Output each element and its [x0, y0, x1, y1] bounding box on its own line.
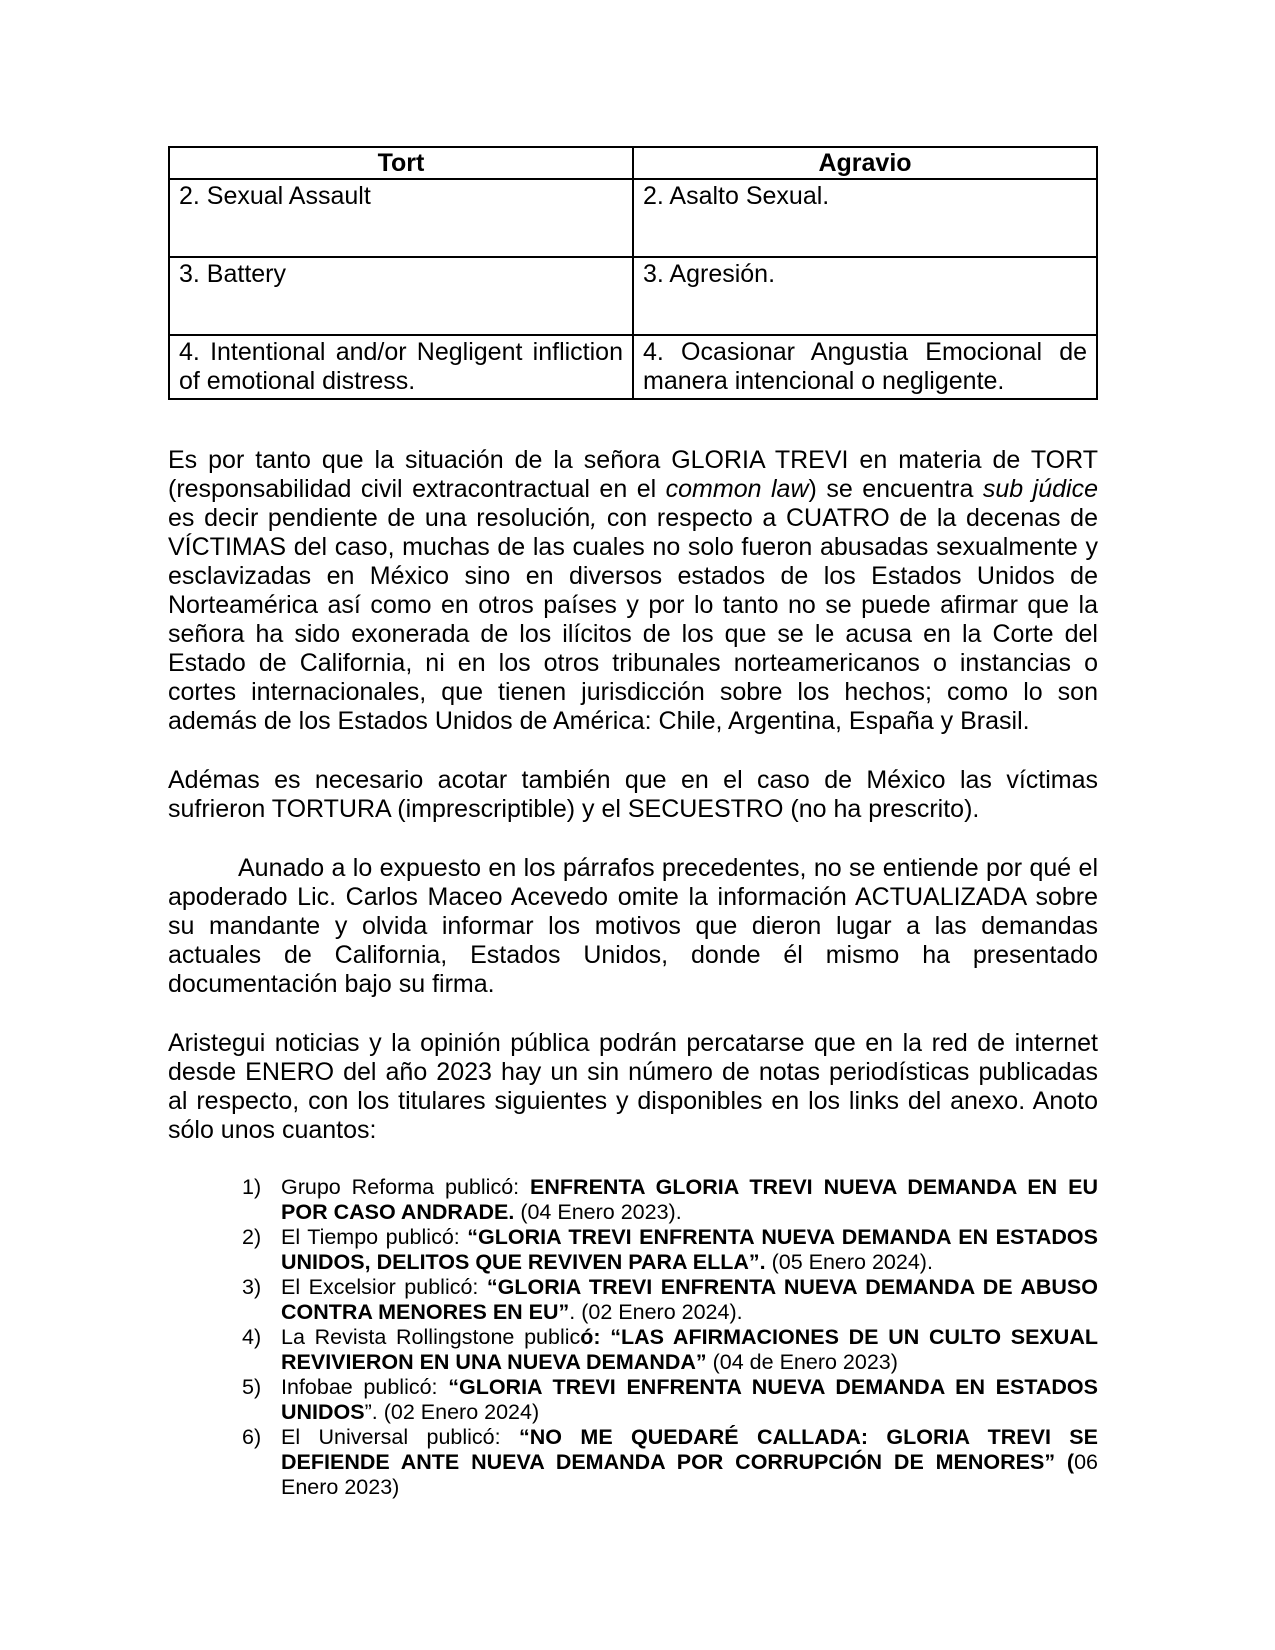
text-run: , — [590, 504, 598, 532]
text-run: ”. (02 Enero 2024) — [364, 1400, 540, 1424]
text-run: “GLORIA TREVI ENFRENTA NUEVA DEMANDA EN ESTADOS UNIDOS — [281, 1375, 1098, 1424]
table-row — [169, 257, 1097, 335]
text-run: Adémas es necesario acotar también que en el caso de México las víctimas sufrieron TORTURA (imprescriptible) y el SECUESTRO (no ha prescrito). — [168, 766, 1098, 823]
table-cell: 2. Sexual Assault — [169, 179, 633, 257]
news-item — [242, 1175, 1098, 1225]
body-paragraphs — [168, 446, 1098, 1145]
news-item — [242, 1425, 1098, 1500]
news-item-text — [281, 1425, 1098, 1500]
text-run: (05 Enero 2024). — [765, 1250, 933, 1274]
paragraph-aunado — [168, 854, 1098, 999]
news-item — [242, 1275, 1098, 1325]
table-header-row — [169, 147, 1097, 179]
text-run: ) se encuentra — [808, 475, 983, 503]
text-run: “GLORIA TREVI ENFRENTA NUEVA DEMANDA EN ESTADOS UNIDOS, DELITOS QUE REVIVEN PARA ELLA”. — [281, 1225, 1099, 1274]
news-item — [242, 1225, 1098, 1275]
text-run: 06 Enero 2023) — [281, 1450, 1098, 1499]
news-item-number: 3) — [242, 1275, 262, 1299]
text-run: Aristegui noticias y la opinión pública podrán percatarse que en la red de internet desde ENERO del año 2023 hay un sin número de notas periodísticas publicadas al respecto, con los titulares siguientes y disponibles en los links del anexo. Anoto sólo unos cuantos: — [168, 1029, 1098, 1144]
text-run: con respecto a CUATRO de la decenas de VÍCTIMAS del caso, muchas de las cuales no solo fueron abusadas sexualmente y esclavizadas en México sino en diversos estados de los Estados Unidos de Norteamérica así como en otros países y por lo tanto no se puede afirmar que la señora ha sido exonerada de los ilícitos de los que se le acusa en la Corte del Estado de California, ni en los otros tribunales norteamericanos o instancias o cortes internacionales, que tienen jurisdicción sobre los hechos; como lo son además de los Estados Unidos de América: Chile, Argentina, España y Brasil. — [168, 504, 1098, 735]
text-run: La Revista Rollingstone public — [281, 1325, 581, 1349]
table-cell: 4. Intentional and/or Negligent infliction of emotional distress. — [169, 335, 633, 399]
text-run: common law — [665, 475, 809, 503]
news-item-text — [281, 1325, 1098, 1375]
table-row — [169, 179, 1097, 257]
tort-agravio-table — [168, 146, 1098, 400]
paragraph-aristegui — [168, 1029, 1098, 1145]
news-headlines-list — [168, 1175, 1098, 1500]
text-run: es decir pendiente de una resolución — [168, 504, 591, 532]
text-run: Grupo Reforma publicó: — [281, 1175, 531, 1199]
news-item-text — [281, 1175, 1098, 1225]
table-cell: 3. Agresión. — [633, 257, 1097, 335]
table-row — [169, 335, 1097, 399]
text-run: Infobae publicó: — [281, 1375, 449, 1399]
text-run: ENFRENTA GLORIA TREVI NUEVA DEMANDA EN EU POR CASO ANDRADE. — [281, 1175, 1098, 1224]
news-item-number: 5) — [242, 1375, 262, 1399]
text-run: “GLORIA TREVI ENFRENTA NUEVA DEMANDA DE ABUSO CONTRA MENORES EN EU” — [281, 1275, 1098, 1324]
text-run: ó: “LAS AFIRMACIONES DE UN CULTO SEXUAL REVIVIERON EN UNA NUEVA DEMANDA” — [281, 1325, 1098, 1374]
paragraph-tortura-secuestro — [168, 766, 1098, 824]
paragraph-tort-situation — [168, 446, 1098, 736]
text-run: “NO ME QUEDARÉ CALLADA: GLORIA TREVI SE DEFIENDE ANTE NUEVA DEMANDA POR CORRUPCIÓN DE MENORES” ( — [281, 1425, 1098, 1474]
news-item-number: 4) — [242, 1325, 262, 1349]
news-item — [242, 1375, 1098, 1425]
table-header-cell: Tort — [169, 147, 633, 179]
text-run: Aunado a lo expuesto en los párrafos precedentes, no se entiende por qué el apoderado Lic. Carlos Maceo Acevedo omite la información ACTUALIZADA sobre su mandante y olvida informar los motivos que dieron lugar a las demandas actuales de California, Estados Unidos, donde él mismo ha presentado documentación bajo su firma. — [168, 854, 1098, 998]
news-item-text — [281, 1375, 1098, 1425]
document-content — [168, 146, 1098, 1500]
text-run: El Excelsior publicó: — [281, 1275, 487, 1299]
news-item-number: 2) — [242, 1225, 262, 1249]
table-cell: 4. Ocasionar Angustia Emocional de manera intencional o negligente. — [633, 335, 1097, 399]
news-item-number: 1) — [242, 1175, 262, 1199]
text-run: (04 Enero 2023). — [514, 1200, 682, 1224]
text-run: El Universal publicó: — [281, 1425, 520, 1449]
table-cell: 3. Battery — [169, 257, 633, 335]
news-item-text — [281, 1225, 1098, 1275]
news-item-number: 6) — [242, 1425, 262, 1449]
table-cell: 2. Asalto Sexual. — [633, 179, 1097, 257]
text-run: Es por tanto que la situación de la señora GLORIA TREVI en materia de TORT (responsabilidad civil extracontractual en el — [168, 446, 1098, 503]
table-header-cell: Agravio — [633, 147, 1097, 179]
news-item-text — [281, 1275, 1098, 1325]
text-run: . (02 Enero 2024). — [569, 1300, 743, 1324]
text-run: El Tiempo publicó: — [281, 1225, 468, 1249]
text-run: (04 de Enero 2023) — [706, 1350, 898, 1374]
text-run: sub júdice — [982, 475, 1098, 503]
news-item — [242, 1325, 1098, 1375]
